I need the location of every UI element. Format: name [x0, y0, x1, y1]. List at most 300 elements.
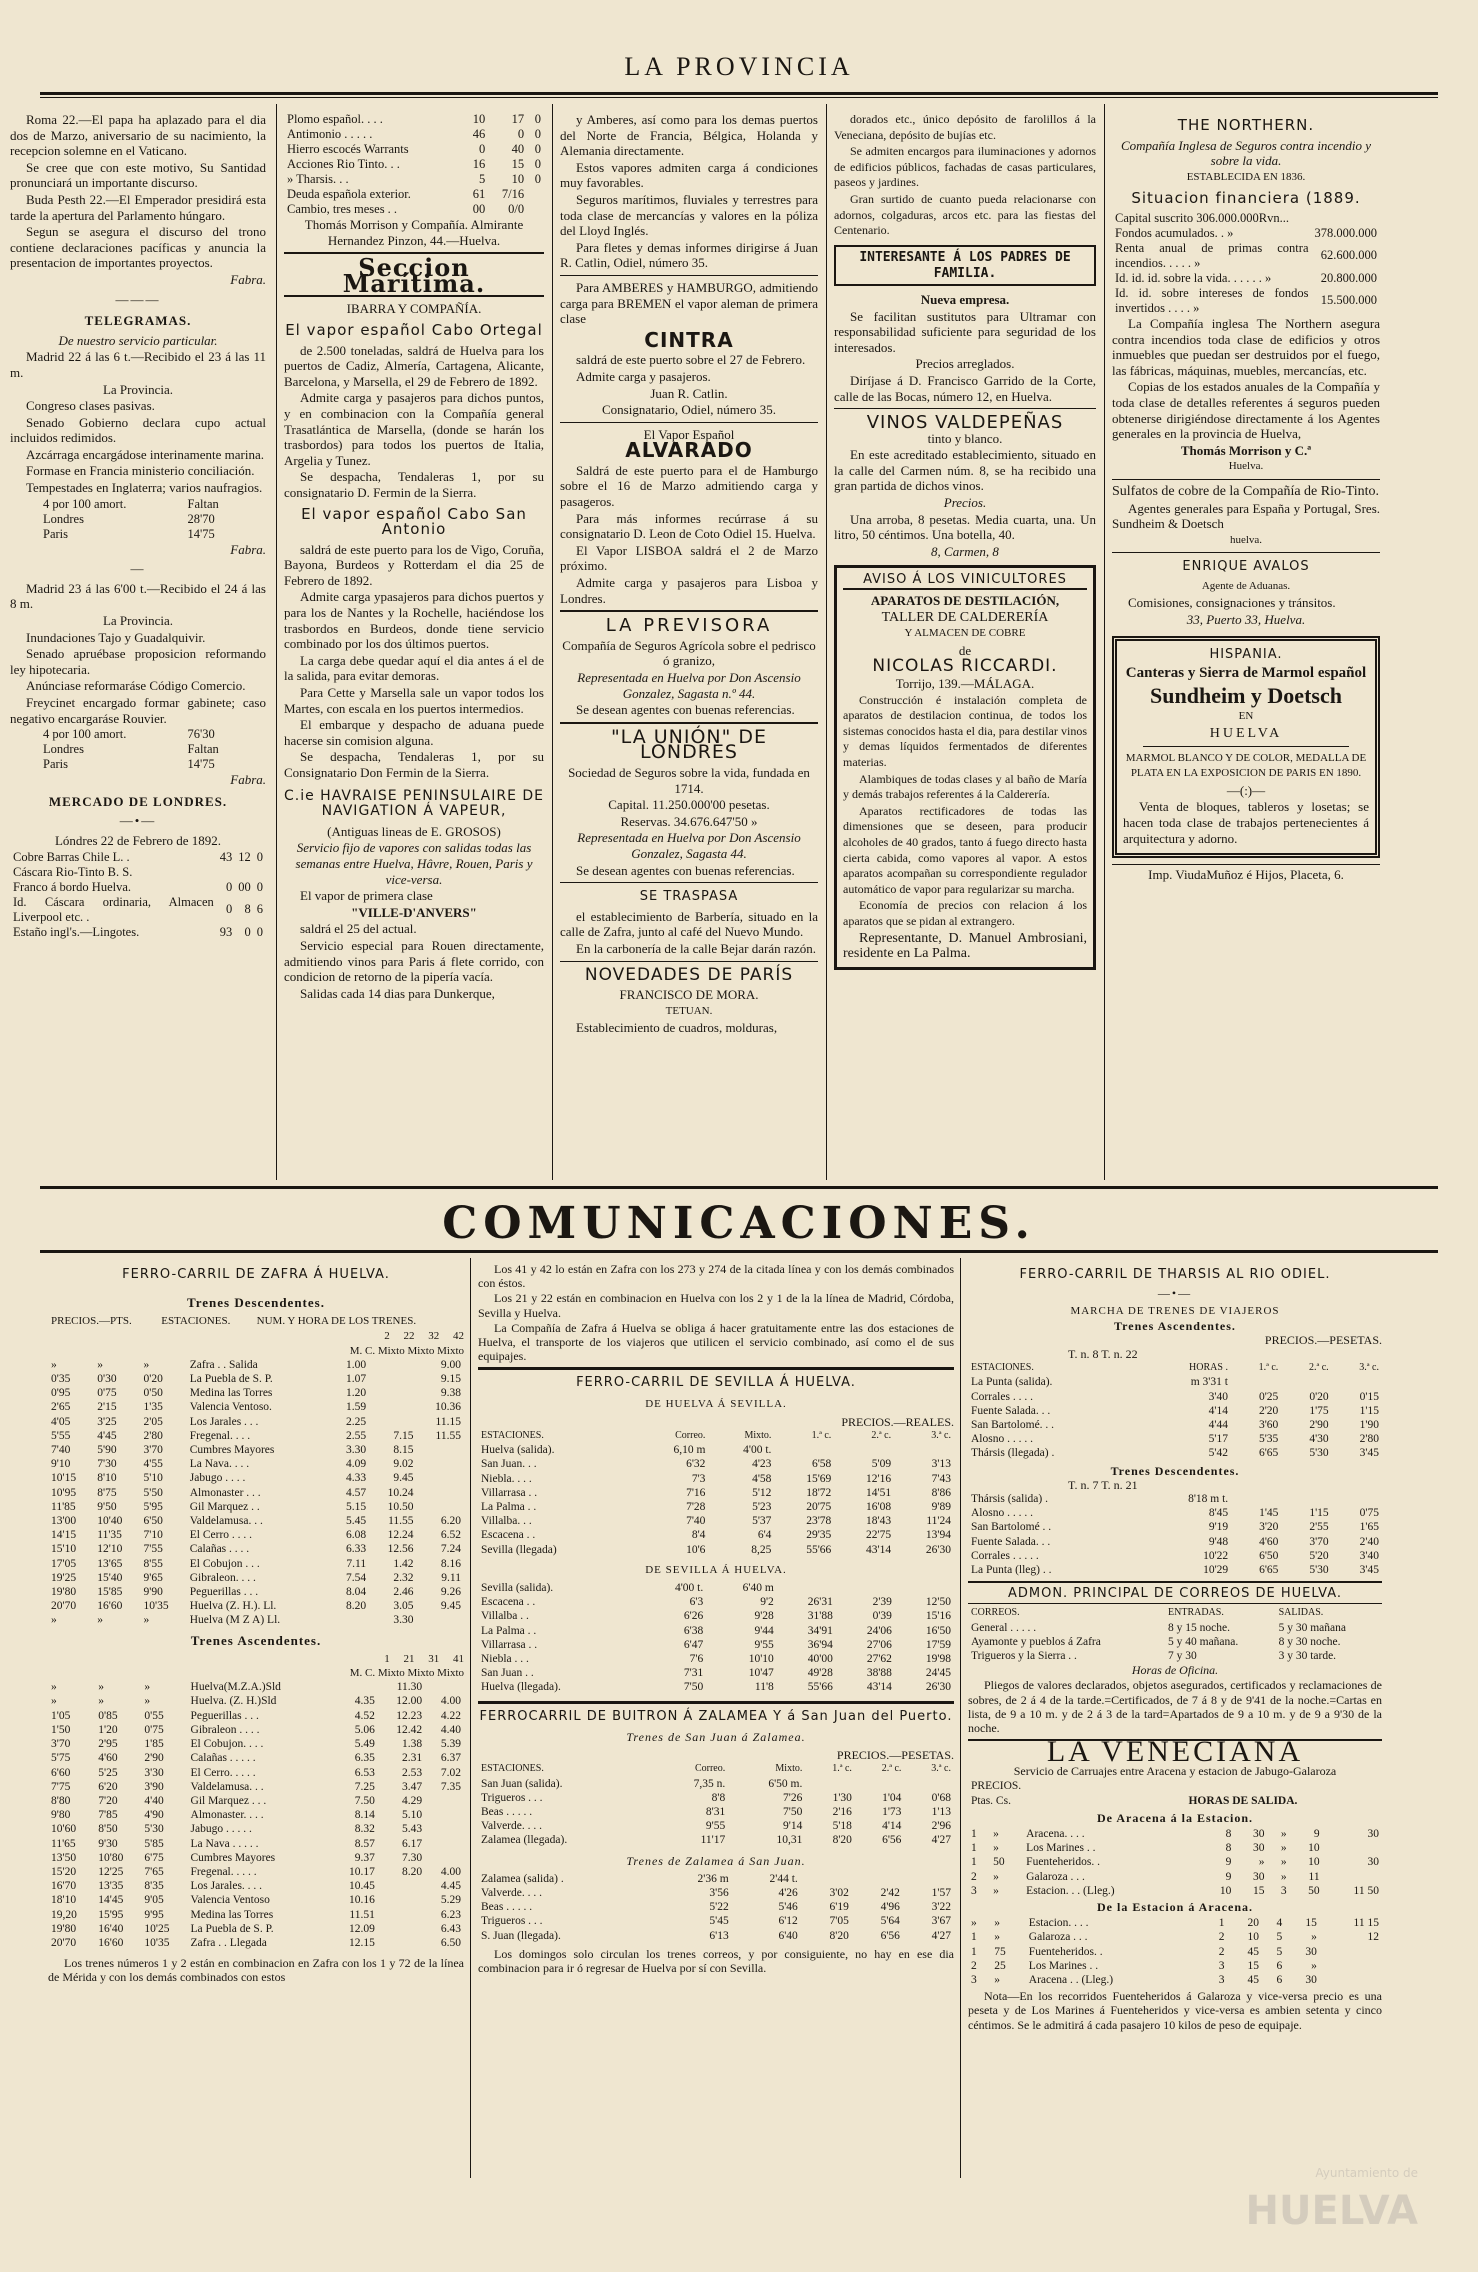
railway-title: FERRO-CARRIL DE SEVILLA Á HUELVA.: [576, 1375, 856, 1391]
table-cell: [1332, 1375, 1382, 1389]
hispania-ad-box: [1112, 636, 1380, 859]
table-cell: 6'47: [683, 1638, 704, 1651]
table-cell: 5: [1276, 1931, 1283, 1944]
table-header-cell: 1.ª c.: [832, 1763, 852, 1775]
table-cell: 2: [1218, 1931, 1225, 1944]
table-cell: 6'40: [778, 1929, 798, 1942]
table-cell: 9.45: [393, 1472, 414, 1485]
table-cell: 4'30: [1309, 1433, 1329, 1446]
table-row: [48, 1571, 464, 1585]
table-row: [478, 1819, 954, 1833]
table-cell: 1'30: [832, 1791, 852, 1804]
table-cell: 2'05: [143, 1415, 163, 1428]
table-row: [968, 1404, 1382, 1418]
table-cell: 5.49: [354, 1738, 375, 1751]
column-4: [834, 112, 1096, 1182]
ship-heading: El vapor español Cabo San Antonio: [301, 504, 527, 539]
table-cell: 23'78: [806, 1515, 832, 1528]
table-cell: [369, 1415, 416, 1429]
table-cell: »: [1280, 1870, 1287, 1883]
table-cell: 0'85: [98, 1709, 118, 1722]
table-row: [968, 1506, 1382, 1520]
table-cell: [855, 1777, 905, 1791]
table-cell: Fuenteheridos. .: [1026, 1856, 1100, 1869]
company-name: IBARRA Y COMPAÑÍA.: [346, 301, 482, 317]
agent-name: Thomás Morrison y C.ª: [1180, 442, 1312, 458]
table-cell: 1'15: [1359, 1404, 1379, 1417]
table-cell: 9: [1313, 1827, 1320, 1840]
table-cell: 1: [971, 1856, 977, 1869]
table-cell: 6'13: [709, 1929, 729, 1942]
table-cell: Huelva (M Z A) Ll.: [189, 1614, 281, 1627]
ad-paragraph: El embarque y despacho de aduana puede hacerse sin comision alguna.: [284, 717, 544, 748]
table-cell: 1'73: [882, 1805, 902, 1818]
table-cell: 5'95: [143, 1500, 163, 1513]
table-cell: 5.43: [402, 1823, 423, 1836]
table-cell: 30: [1305, 1973, 1317, 1986]
table-row: [48, 1908, 464, 1922]
table-header-cell: Mixto.: [775, 1763, 803, 1775]
table-cell: 9'28: [754, 1610, 774, 1623]
table-row: [48, 1486, 464, 1500]
market-date: Lóndres 22 de Febrero de 1892.: [54, 832, 222, 848]
signature: Fabra.: [230, 271, 266, 287]
ad-line: Representada en Huelva por Don Ascensio Gonzalez, Sagasta n.º 44.: [577, 670, 801, 701]
table-cell: 3'22: [931, 1901, 951, 1914]
ad-paragraph: Alambiques de todas clases y al baño de María y demás trabajos referentes á la Calderería.: [843, 771, 1087, 802]
table-cell: 12'25: [98, 1865, 124, 1878]
table-cell: [425, 1822, 464, 1836]
schedule-subtitle: MARCHA DE TRENES DE VIAJEROS: [1070, 1305, 1280, 1318]
table-cell: 4'27: [931, 1929, 951, 1942]
table-cell: 10.24: [387, 1486, 414, 1499]
table-cell: 30: [1252, 1842, 1265, 1855]
table-cell: Zafra . . Llegada: [190, 1936, 267, 1949]
table-cell: 0'20: [1309, 1390, 1329, 1403]
table-cell: 6'56: [880, 1929, 900, 1942]
ad-paragraph: Economía de precios con relacion á los aparatos que se pidan al extrangero.: [843, 898, 1087, 928]
table-cell: 10: [1247, 1931, 1260, 1944]
table-cell: 30: [1252, 1827, 1265, 1840]
table-cell: 49'28: [807, 1667, 833, 1680]
table-cell: 3'67: [931, 1915, 951, 1928]
table-cell: 8'4: [691, 1529, 706, 1542]
table-cell: [378, 1936, 425, 1950]
signature: Fabra.: [230, 541, 266, 557]
table-cell: »: [993, 1827, 999, 1840]
price-unit: PRECIOS.—REALES.: [841, 1414, 954, 1429]
table-cell: 7'16: [686, 1486, 706, 1499]
table-cell: Cumbres Mayores: [190, 1851, 276, 1864]
divider: [968, 1603, 1382, 1604]
table-cell: 5'30: [144, 1823, 164, 1836]
table-cell: 8.32: [354, 1823, 375, 1836]
table-header-cell: 3.ª c.: [931, 1763, 951, 1775]
table-cell: [417, 1486, 464, 1500]
table-row: [968, 1973, 1382, 1987]
finance-heading: Situacion financiera (1889.: [1131, 189, 1361, 208]
post-office-title: ADMON. PRINCIPAL DE CORREOS DE HUELVA.: [1007, 1586, 1343, 1602]
company-heading: LA PREVISORA: [605, 615, 773, 637]
table-cell: [369, 1358, 416, 1372]
table-cell: 5'30: [1309, 1447, 1329, 1460]
riccardi-ad-box: [834, 565, 1096, 969]
table-cell: Corrales . . . . .: [971, 1549, 1039, 1562]
table-cell: 27'62: [866, 1653, 892, 1666]
telegram-from: La Provincia.: [102, 613, 174, 629]
table-cell: 2'55: [1309, 1521, 1329, 1534]
table-row: [478, 1914, 954, 1928]
table-cell: 15'10: [51, 1543, 77, 1556]
ad-owner: NICOLAS RICCARDI.: [872, 656, 1058, 677]
table-cell: 17'05: [51, 1557, 77, 1570]
table-cell: 15'85: [97, 1586, 123, 1599]
table-cell: 7'6: [689, 1653, 704, 1666]
table-cell: 1'04: [882, 1791, 902, 1804]
table-cell: 3'70: [1309, 1535, 1329, 1548]
ad-paragraph: Diríjase á D. Francisco Garrido de la Corte, calle de las Bocas, número 12, en Huelva.: [834, 372, 1096, 404]
table-cell: »: [971, 1917, 977, 1930]
table-cell: Peguerillas . . .: [189, 1586, 259, 1599]
table-cell: 3'45: [1359, 1564, 1379, 1577]
table-header-cell: 2.ª c.: [1308, 1362, 1329, 1374]
table-cell: Niebla . . .: [481, 1653, 529, 1666]
ad-representative: Representante, D. Manuel Ambrosiani, residente en La Palma.: [843, 930, 1087, 962]
schedule-direction: Trenes de Zalamea á San Juan.: [626, 1853, 806, 1868]
table-cell: 6.33: [345, 1543, 367, 1556]
market-table: Plomo español. . . . 10 17 0 Antimonio . . . . . 46 0 0 Hierro escocés Warrants 0 40 0 Acciones Rio Tinto. . . 16 15 0 » Tharsis. . . 5 10 0 Deuda española exterior. 61 7/16 Cambio, tres meses . . 00 0/0: [287, 112, 541, 216]
table-row: [48, 1471, 464, 1485]
buitron-table-2: [478, 1872, 954, 1943]
table-cell: 19'80: [51, 1922, 77, 1935]
table-cell: 4.22: [440, 1709, 461, 1722]
table-row: [48, 1936, 464, 1950]
table-cell: 9.26: [440, 1586, 461, 1599]
column-1: [10, 112, 266, 1182]
table-cell: 2: [971, 1870, 977, 1883]
table-cell: »: [994, 1917, 1000, 1930]
table-row: [48, 1865, 464, 1879]
ad-line: Representada en Huelva por Don Ascensio Gonzalez, Sagasta 44.: [577, 830, 801, 861]
table-cell: 8'86: [931, 1486, 951, 1499]
table-cell: 3.30: [393, 1614, 414, 1627]
table-cell: 3'60: [1258, 1419, 1279, 1432]
table-cell: 8: [1225, 1827, 1232, 1840]
table-cell: 9'05: [144, 1894, 164, 1907]
table-cell: 4.00: [440, 1865, 461, 1878]
table-row: [478, 1581, 954, 1595]
table-cell: 8'10: [97, 1472, 117, 1485]
table-cell: 10.17: [348, 1865, 375, 1878]
news-paragraph: Segun se asegura el discurso del trono contiene declaraciones pacíficas y anuncia la presentacion de importantes proyectos.: [10, 224, 266, 271]
table-cell: 3'70: [143, 1444, 163, 1457]
table-cell: Gil Marquez . . .: [190, 1794, 267, 1807]
col-divider: [1104, 104, 1105, 1180]
schedule-heading: Trenes Descendentes.: [1110, 1463, 1240, 1478]
table-cell: 9.02: [393, 1458, 414, 1471]
table-cell: 6'50: [1259, 1549, 1279, 1562]
table-cell: Villalba . .: [481, 1610, 529, 1623]
table-header-row: [478, 1429, 954, 1443]
table-cell: 6.43: [440, 1922, 461, 1935]
table-cell: Valdelamusa. . .: [189, 1515, 263, 1528]
table-cell: 5'50: [143, 1486, 163, 1499]
table-row: [48, 1723, 464, 1737]
table-cell: 24'06: [866, 1624, 892, 1637]
ad-paragraph: Una arroba, 8 pesetas. Media cuarta, una. Un litro, 50 céntimos. Una botella, 40.: [834, 511, 1096, 543]
table-cell: 1'90: [1359, 1419, 1379, 1432]
sevilla-table-2: [478, 1581, 954, 1695]
table-cell: 0'75: [144, 1723, 164, 1736]
table-cell: 4.35: [354, 1695, 375, 1708]
table-cell: [836, 1581, 895, 1595]
table-cell: 1.00: [345, 1358, 367, 1371]
table-row: [48, 1837, 464, 1851]
table-cell: 0'95: [51, 1387, 71, 1400]
table-cell: 1'85: [144, 1738, 164, 1751]
ad-address: 8, Carmen, 8: [931, 543, 999, 559]
table-cell: Galaroza . . .: [1028, 1931, 1088, 1944]
table-cell: 43'14: [866, 1681, 892, 1694]
table-cell: 4'40: [144, 1794, 164, 1807]
table-cell: »: [144, 1695, 151, 1708]
ad-heading: INTERESANTE Á LOS PADRES DE FAMILIA.: [859, 249, 1071, 282]
table-cell: Thársis (llegada) .: [971, 1447, 1055, 1460]
table-cell: Jabugo . . . .: [189, 1472, 246, 1485]
table-cell: San Juan (salida).: [481, 1777, 563, 1790]
table-cell: Huelva (llegada).: [481, 1681, 561, 1694]
news-paragraph: Se cree que con este motivo, Su Santidad pronunciará un importante discurso.: [10, 159, 266, 191]
table-cell: [774, 1443, 834, 1457]
table-cell: Sevilla (salida).: [481, 1582, 554, 1595]
table-cell: 7'40: [51, 1444, 71, 1457]
table-cell: [369, 1372, 416, 1386]
ad-city: HUELVA: [1209, 726, 1283, 742]
table-cell: 3: [971, 1973, 977, 1986]
ad-paragraph: saldrá el 25 del actual.: [300, 921, 417, 937]
table-cell: 3'40: [1208, 1390, 1228, 1403]
table-cell: San Bartolomé . .: [971, 1521, 1052, 1534]
table-cell: Los Marines . .: [1026, 1842, 1096, 1855]
table-cell: 10: [1308, 1842, 1320, 1855]
col-divider: [276, 104, 277, 1180]
table-row: [478, 1609, 954, 1623]
table-cell: 6'26: [683, 1610, 704, 1623]
table-cell: 9.11: [441, 1571, 461, 1584]
col-divider: [960, 1258, 961, 2178]
table-cell: 3: [971, 1884, 977, 1897]
table-cell: 25: [994, 1959, 1006, 1972]
table-row: [968, 1916, 1382, 1930]
table-cell: Escacena . .: [481, 1596, 536, 1609]
divider: [560, 422, 818, 423]
table-cell: 4'00 t.: [674, 1582, 704, 1595]
table-cell: 40'00: [807, 1653, 833, 1666]
table-cell: [852, 1872, 903, 1886]
table-cell: 8.15: [393, 1444, 414, 1457]
table-cell: 5'45: [709, 1915, 729, 1928]
schedule-note: Los 41 y 42 lo están en Zafra con los 273 y 274 de la citada línea y con los demás combinados con éstos.: [478, 1262, 954, 1291]
table-cell: 7.24: [440, 1543, 461, 1556]
ad-heading: SE TRASPASA: [639, 889, 739, 905]
table-cell: 4.57: [345, 1486, 367, 1499]
railway-title: FERROCARRIL DE BUITRON Á ZALAMEA Y á San Juan del Puerto.: [479, 1708, 953, 1724]
table-cell: 9'14: [783, 1820, 803, 1833]
table-cell: 5'23: [752, 1501, 772, 1514]
table-cell: »: [143, 1358, 150, 1371]
table-cell: 0'55: [144, 1709, 164, 1722]
table-row: [968, 1418, 1382, 1432]
table-row: [48, 1457, 464, 1471]
table-row: [968, 1535, 1382, 1549]
table-cell: 4'27: [931, 1834, 951, 1847]
ad-address: Torrijo, 139.—MÁLAGA.: [895, 676, 1035, 691]
table-cell: Fregenal. . . . .: [190, 1865, 257, 1878]
train-numbers: T. n. 7 T. n. 21: [1068, 1477, 1138, 1492]
ad-paragraph: Establecimiento de cuadros, molduras,: [576, 1020, 778, 1036]
table-cell: 3.05: [393, 1600, 414, 1613]
archive-watermark: Ayuntamiento de HUELVA: [1245, 2166, 1418, 2234]
table-cell: Trigueros . . .: [481, 1791, 543, 1804]
table-cell: La Palma . .: [481, 1624, 537, 1637]
table-cell: 10'6: [686, 1543, 706, 1556]
price-unit: PRECIOS.—PESETAS.: [836, 1748, 954, 1763]
table-cell: 8'8: [711, 1791, 726, 1804]
table-cell: 8'31: [705, 1805, 726, 1818]
table-cell: 14'45: [98, 1894, 124, 1907]
table-cell: Huelva (Z. H.). Ll.: [189, 1600, 277, 1613]
table-cell: 2'90: [1309, 1419, 1329, 1432]
telegram-header: Madrid 23 á las 6'00 t.—Recibido el 24 á las 8 m.: [10, 580, 266, 612]
table-cell: 10'35: [143, 1600, 169, 1613]
table-cell: [1281, 1492, 1331, 1506]
table-row: [48, 1780, 464, 1794]
ad-intro: El Vapor Español: [643, 426, 735, 442]
table-cell: 10'60: [51, 1823, 77, 1836]
table-cell: 0'35: [51, 1373, 71, 1386]
post-office-hours-title: Horas de Oficina.: [1131, 1663, 1219, 1678]
table-cell: 8'20: [829, 1929, 849, 1942]
table-cell: Jabugo . . . . .: [190, 1823, 252, 1836]
schedule-note: Los trenes números 1 y 2 están en combinacion en Zafra con los 1 y 72 de la línea de Mérida y con los demás combinados con estos: [48, 1956, 464, 1985]
telegram-line: Anúnciase reformaráse Código Comercio.: [26, 678, 246, 694]
table-cell: 7'31: [683, 1667, 704, 1680]
telegram-line: Tempestades en Inglaterra; varios naufragios.: [26, 480, 263, 496]
table-cell: 10'10: [748, 1653, 774, 1666]
table-cell: 2'16: [832, 1805, 852, 1818]
train-kinds: M. C. Mixto Mixto Mixto: [349, 1667, 464, 1680]
table-row: [478, 1528, 954, 1542]
table-cell: 0'15: [1359, 1390, 1379, 1403]
table-cell: 18'72: [806, 1486, 832, 1499]
table-cell: 6'50: [143, 1515, 163, 1528]
col-divider: [470, 1258, 471, 2178]
table-cell: 10'29: [1203, 1564, 1229, 1577]
schedule-note: Los 21 y 22 están en combinacion en Huelva con los 2 y 1 de la la línea de Madrid, Córdoba, Sevilla y Huelva.: [478, 1291, 954, 1320]
market-signature: Thomás Morrison y Compañía. Almirante Hernandez Pinzon, 44.—Huelva.: [304, 217, 524, 248]
table-cell: 2'40: [1359, 1535, 1379, 1548]
table-cell: 45: [1247, 1945, 1260, 1958]
table-cell: 12.09: [348, 1922, 375, 1935]
ad-paragraph: y Amberes, así como para los demas puertos del Norte de Francia, Bélgica, Holanda y Alemania directamente.: [560, 112, 818, 159]
table-cell: »: [97, 1358, 103, 1371]
table-cell: La Punta (lleg) . .: [971, 1564, 1052, 1577]
table-row: [478, 1900, 954, 1914]
table-cell: 10.36: [435, 1401, 461, 1414]
table-cell: 1: [971, 1931, 977, 1944]
table-cell: Almonaster . . .: [189, 1486, 261, 1499]
table-cell: 11: [1308, 1870, 1320, 1883]
table-cell: Trigueros . . .: [481, 1915, 543, 1928]
telegram-line: Senado Gobierno declara cupo actual incluidos redimidos.: [10, 414, 266, 446]
quotes-table: 4 por 100 amort. Faltan Londres 28'70 Paris 14'75: [43, 496, 219, 541]
table-cell: 9'90: [143, 1586, 163, 1599]
table-cell: 4'14: [1208, 1404, 1228, 1417]
table-cell: 5: [1276, 1945, 1283, 1958]
divider: [968, 1581, 1382, 1583]
table-cell: 18'10: [51, 1894, 77, 1907]
schedule-direction: Trenes de San Juan á Zalamea.: [626, 1729, 806, 1744]
table-cell: 6'3: [689, 1596, 704, 1609]
divider: [560, 275, 818, 276]
table-header-cell: Mixto.: [744, 1430, 772, 1442]
zafra-huelva-schedule: [48, 1262, 464, 2182]
table-cell: 8.57: [354, 1837, 375, 1850]
table-cell: 14'15: [51, 1529, 77, 1542]
ad-paragraph: Saldrá de este puerto para el de Hamburgo sobre el 16 de Marzo admitiendo carga y pasageros.: [560, 462, 818, 510]
table-cell: 2.32: [393, 1571, 414, 1584]
table-cell: 12.23: [396, 1709, 423, 1722]
table-cell: 10'80: [98, 1851, 124, 1864]
table-row: [48, 1893, 464, 1907]
table-cell: Medina las Torres: [190, 1908, 274, 1921]
table-cell: 0'75: [97, 1387, 117, 1400]
table-cell: 9'2: [760, 1596, 774, 1609]
table-cell: 13'50: [51, 1851, 77, 1864]
table-cell: 5'18: [832, 1820, 852, 1833]
table-cell: 16'50: [925, 1624, 951, 1637]
table-row: [48, 1386, 464, 1400]
printer-line: Imp. ViudaMuñoz é Hijos, Placeta, 6.: [1148, 867, 1344, 883]
table-row: [968, 1446, 1382, 1460]
table-cell: 5'85: [144, 1837, 164, 1850]
table-cell: Valdelamusa. . .: [190, 1780, 264, 1793]
table-cell: 11.15: [435, 1415, 461, 1428]
ad-paragraph: Estos vapores admiten carga á condiciones muy favorables.: [560, 159, 818, 191]
train-numbers: T. n. 8 T. n. 22: [1068, 1347, 1138, 1362]
ad-heading: HISPANIA.: [1209, 646, 1283, 662]
comms-title: COMUNICACIONES.: [442, 1198, 1036, 1249]
table-cell: 6'75: [144, 1851, 164, 1864]
schedule-note: La Compañía de Zafra á Huelva se obliga á hacer gratuitamente entre las dos estaciones de Huelva, el transporte de los viajeros que utilicen el servicio combinado, así como el de sus equipajes.: [478, 1320, 954, 1364]
table-cell: 6.35: [354, 1752, 375, 1765]
table-header-cell: Correo.: [694, 1763, 726, 1775]
table-cell: 1'50: [51, 1723, 71, 1736]
table-cell: 3'90: [144, 1780, 164, 1793]
table-cell: 30: [1367, 1856, 1379, 1869]
table-cell: 11'35: [97, 1529, 122, 1542]
ad-heading-box: [834, 245, 1096, 286]
ornament: —•—: [119, 813, 157, 829]
table-cell: 5'12: [752, 1486, 772, 1499]
ad-paragraph: saldrá de este puerto sobre el 27 de Febrero.: [576, 352, 806, 368]
table-cell: »: [144, 1681, 151, 1694]
company-heading: C.ie HAVRAISE PENINSULAIRE DE NAVIGATION Á VAPEUR,: [284, 787, 544, 820]
table-cell: 6.08: [345, 1529, 367, 1542]
column-2: [284, 112, 544, 1182]
table-cell: 3.30: [345, 1444, 367, 1457]
ad-paragraph: Copias de los estados anuales de la Compañía y toda clase de detalles referentes á seguros pueden obtenerse dirigiéndose directamente á los Agentes generales en la provincia de Huelva,: [1112, 379, 1380, 442]
